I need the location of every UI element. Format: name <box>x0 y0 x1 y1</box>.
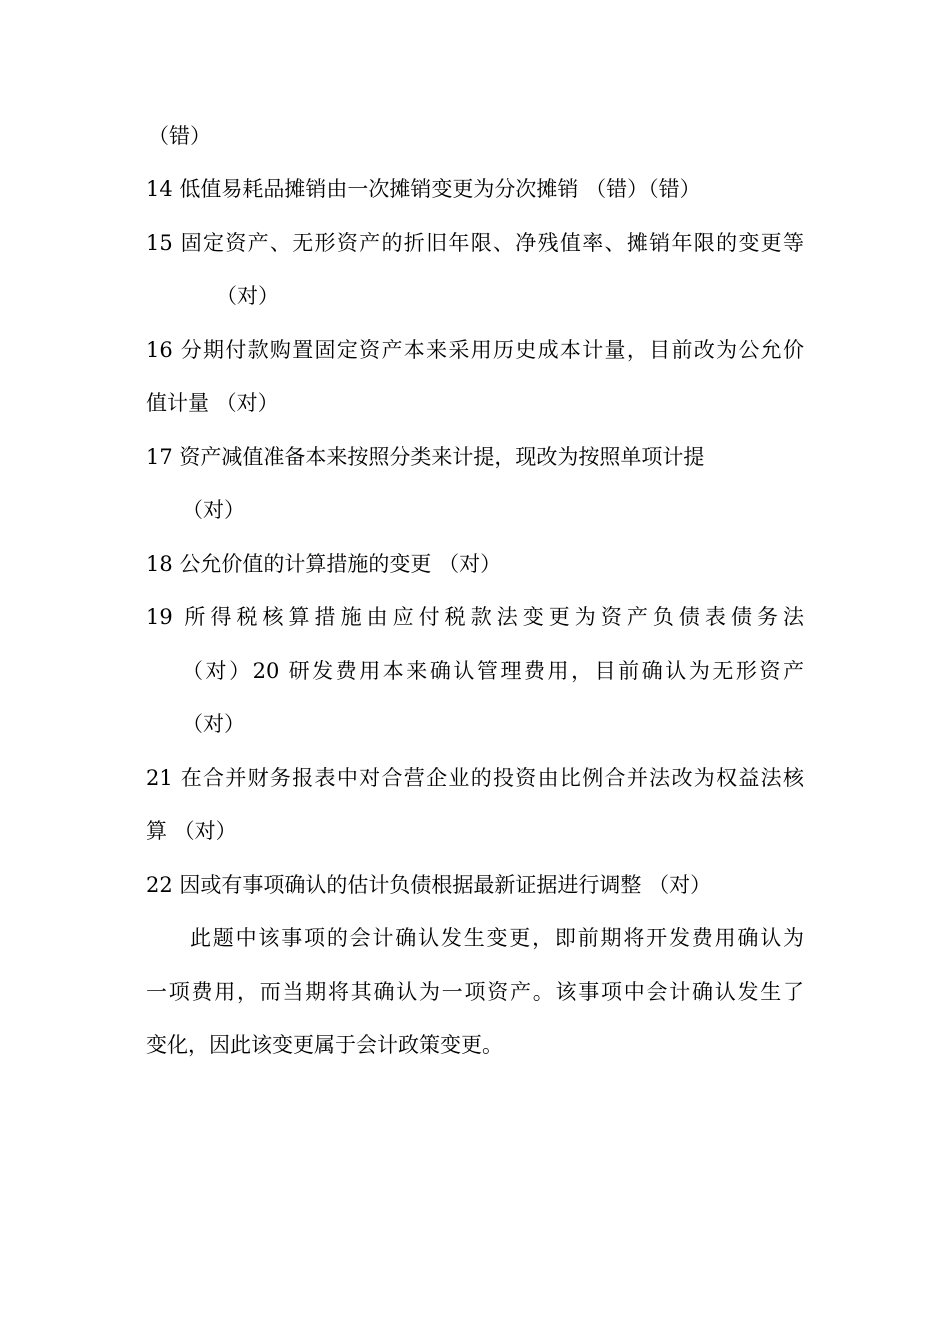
text-line-14: 算 （对） <box>146 819 237 843</box>
text-line-8: （对） <box>182 498 245 522</box>
text-line-1: （错） <box>148 124 211 148</box>
text-line-12: （对） <box>182 712 245 736</box>
text-line-10: 19 所得税核算措施由应付税款法变更为资产负债表债务法 <box>146 605 804 629</box>
text-line-16: 此题中该事项的会计确认发生变更，即前期将开发费用确认为 <box>190 926 804 950</box>
text-line-3: 15 固定资产、无形资产的折旧年限、净残值率、摊销年限的变更等 <box>146 231 804 255</box>
text-line-17: 一项费用，而当期将其确认为一项资产。该事项中会计确认发生了 <box>146 980 804 1004</box>
text-line-4: （对） <box>216 284 279 308</box>
text-line-15: 22 因或有事项确认的估计负债根据最新证据进行调整 （对） <box>146 873 712 897</box>
text-line-6: 值计量 （对） <box>146 391 279 415</box>
text-line-5: 16 分期付款购置固定资产本来采用历史成本计量，目前改为公允价 <box>146 338 804 362</box>
text-line-18: 变化，因此该变更属于会计政策变更。 <box>146 1033 503 1057</box>
text-line-7: 17 资产减值准备本来按照分类来计提，现改为按照单项计提 <box>146 445 705 469</box>
text-line-2: 14 低值易耗品摊销由一次摊销变更为分次摊销 （错）（错） <box>146 177 701 201</box>
text-line-13: 21 在合并财务报表中对合营企业的投资由比例合并法改为权益法核 <box>146 766 804 790</box>
text-line-11: （对）20 研发费用本来确认管理费用，目前确认为无形资产 <box>182 659 804 683</box>
text-line-9: 18 公允价值的计算措施的变更 （对） <box>146 552 502 576</box>
